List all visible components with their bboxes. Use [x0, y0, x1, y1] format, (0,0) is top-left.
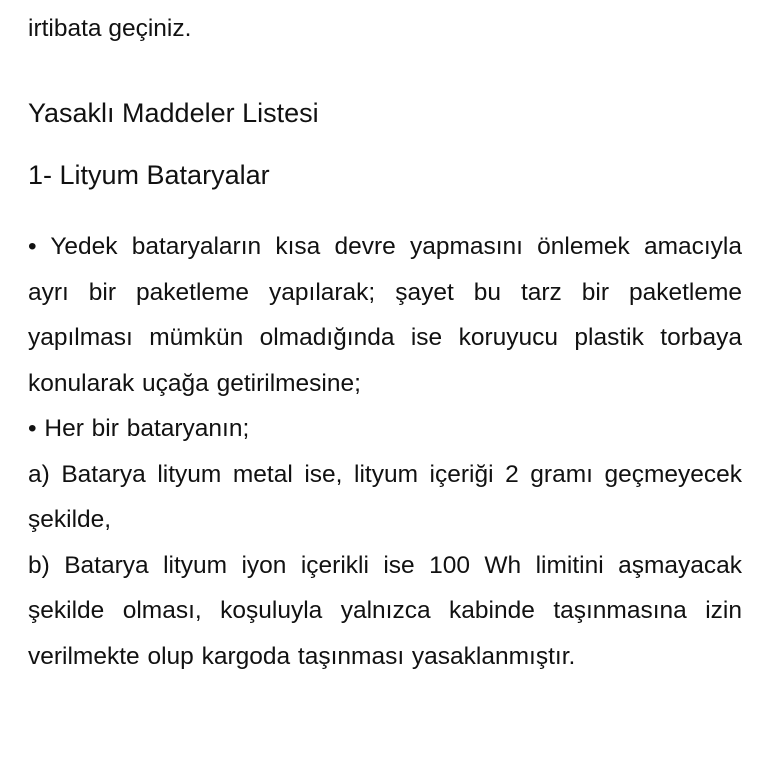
intro-text-tail: irtibata geçiniz. [28, 15, 192, 42]
section-title-lithium-batteries: 1- Lityum Bataryalar [28, 160, 270, 190]
paragraph-spare-batteries: • Yedek bataryaların kısa devre yapmasını önlemek amacıyla ayrı bir paketleme yapılarak; şayet bu tarz bir paketleme yapılması mümkün olmadığında ise koruyucu plastik torbaya konularak uçağa getirilmesine; [28, 233, 742, 397]
prohibited-items-list-title: Yasaklı Maddeler Listesi [28, 98, 319, 128]
paragraph-lithium-ion: b) Batarya lityum iyon içerikli ise 100 Wh limitini aşmayacak şekilde olması, koşuluyla yalnızca kabinde taşınmasına izin verilmekte olup kargoda taşınması yasaklanmıştır. [28, 551, 742, 670]
section-content [28, 224, 742, 679]
paragraph-each-battery: • Her bir bataryanın; [28, 415, 250, 442]
paragraph-lithium-metal: a) Batarya lityum metal ise, lityum içeriği 2 gramı geçmeyecek şekilde, [28, 460, 742, 533]
